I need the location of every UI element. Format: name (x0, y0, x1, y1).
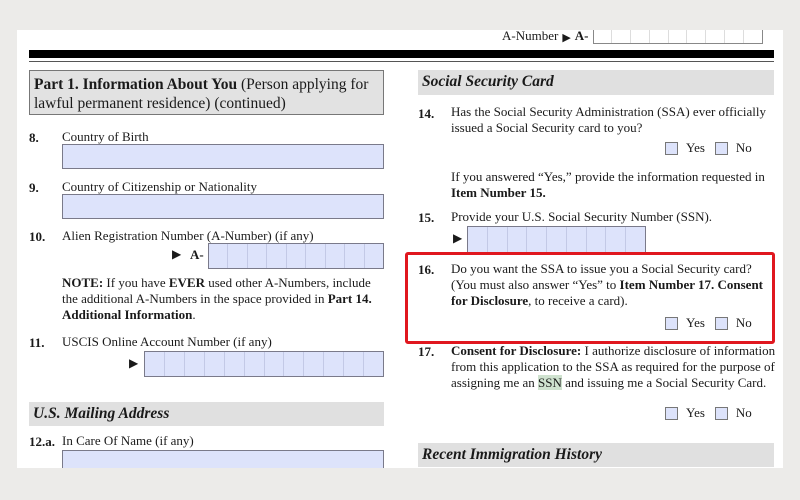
recent-immigration-history-header: Recent Immigration History (418, 443, 774, 467)
item-8-label: Country of Birth (62, 129, 149, 144)
form-page (17, 30, 783, 468)
arrow-right-icon: ▶ (453, 231, 463, 245)
item-16-number: 16. (418, 262, 435, 277)
item-14-label: Has the Social Security Administration (SSA) ever officially issued a Social Security card to you? (451, 104, 766, 135)
item-17-yes-no (665, 405, 752, 421)
yes-label: Yes (686, 140, 705, 155)
header-a-number (502, 30, 763, 44)
item-9-label: Country of Citizenship or Nationality (62, 179, 257, 194)
note-part-14-ref: Part 14. Additional Information (62, 291, 372, 322)
no-label: No (735, 315, 752, 330)
item-14-number: 14. (418, 106, 435, 121)
ssn-field[interactable] (467, 226, 646, 254)
header-a-number-field[interactable] (593, 30, 763, 44)
no-label: No (735, 405, 752, 420)
social-security-card-header: Social Security Card (418, 70, 774, 95)
item-8-number: 8. (29, 130, 39, 145)
note-text: used other A-Numbers, include the additional A-Numbers in the space provided in (62, 275, 371, 306)
if-yes-text: If you answered “Yes,” provide the information requested in (451, 169, 765, 184)
part-1-title: Part 1. Information About You (34, 76, 238, 93)
item-12a-label: In Care Of Name (if any) (62, 433, 194, 448)
header-divider-thick (29, 50, 774, 58)
note-lead: NOTE: (62, 275, 104, 290)
mailing-address-header: U.S. Mailing Address (29, 402, 384, 426)
item-17-number: 17. (418, 344, 435, 359)
header-divider-thin (29, 61, 774, 62)
item-17-text: I authorize disclosure of information from this application to the SSA as required for the purpose of assigning me an (451, 343, 776, 390)
item-9-number: 9. (29, 180, 39, 195)
a-number-prefix: A- (190, 247, 204, 262)
item-16-question: Do you want the SSA to issue you a Social Security card? (451, 261, 752, 276)
item-17-yes-checkbox[interactable] (665, 407, 678, 420)
item-11-label: USCIS Online Account Number (if any) (62, 334, 272, 349)
item-10-number: 10. (29, 229, 46, 244)
part-1-subtitle: (Person applying for lawful permanent residence) (continued) (34, 76, 369, 112)
arrow-right-icon: ▶ (129, 356, 139, 370)
uscis-online-account-field[interactable] (144, 351, 384, 377)
note-text: If you have (103, 275, 169, 290)
part-1-header (29, 70, 384, 115)
item-17-ref: Item Number 17. Consent for Disclosure (451, 277, 764, 308)
item-16-text: , to receive a card). (528, 293, 628, 308)
no-label: No (735, 140, 752, 155)
yes-label: Yes (686, 405, 705, 420)
item-17-text: and issuing me a Social Security Card. (561, 375, 767, 390)
note-ever: EVER (168, 275, 205, 290)
country-of-citizenship-field[interactable] (62, 194, 384, 219)
country-of-birth-field[interactable] (62, 144, 384, 169)
yes-label: Yes (686, 315, 705, 330)
item-15-ref: Item Number 15. (451, 185, 546, 200)
item-10-label: Alien Registration Number (A-Number) (if any) (62, 228, 314, 243)
item-16-text: (You must also answer “Yes” to (451, 277, 620, 292)
item-17-no-checkbox[interactable] (715, 407, 728, 420)
highlight-annotation-box (405, 252, 775, 344)
item-14-yes-no (665, 140, 752, 156)
item-15-number: 15. (418, 210, 435, 225)
item-15-label: Provide your U.S. Social Security Number (SSN). (451, 209, 713, 224)
if-yes-note (451, 169, 781, 201)
note-text: . (192, 307, 196, 322)
ssn-highlight: SSN (538, 375, 562, 390)
a-number-field[interactable] (208, 243, 384, 269)
item-12a-number: 12.a. (29, 434, 55, 449)
item-14-yes-checkbox[interactable] (665, 142, 678, 155)
arrow-right-icon: ▶ (172, 247, 182, 261)
item-11-number: 11. (29, 335, 45, 350)
item-17-label (451, 343, 781, 391)
item-14-no-checkbox[interactable] (715, 142, 728, 155)
arrow-right-icon: ▶ (562, 32, 571, 44)
a-number-prefix: A- (574, 30, 589, 43)
a-number-label: A-Number (502, 30, 559, 43)
in-care-of-name-field[interactable] (62, 450, 384, 468)
a-number-note (62, 275, 387, 323)
consent-for-disclosure-title: Consent for Disclosure: (451, 343, 582, 358)
